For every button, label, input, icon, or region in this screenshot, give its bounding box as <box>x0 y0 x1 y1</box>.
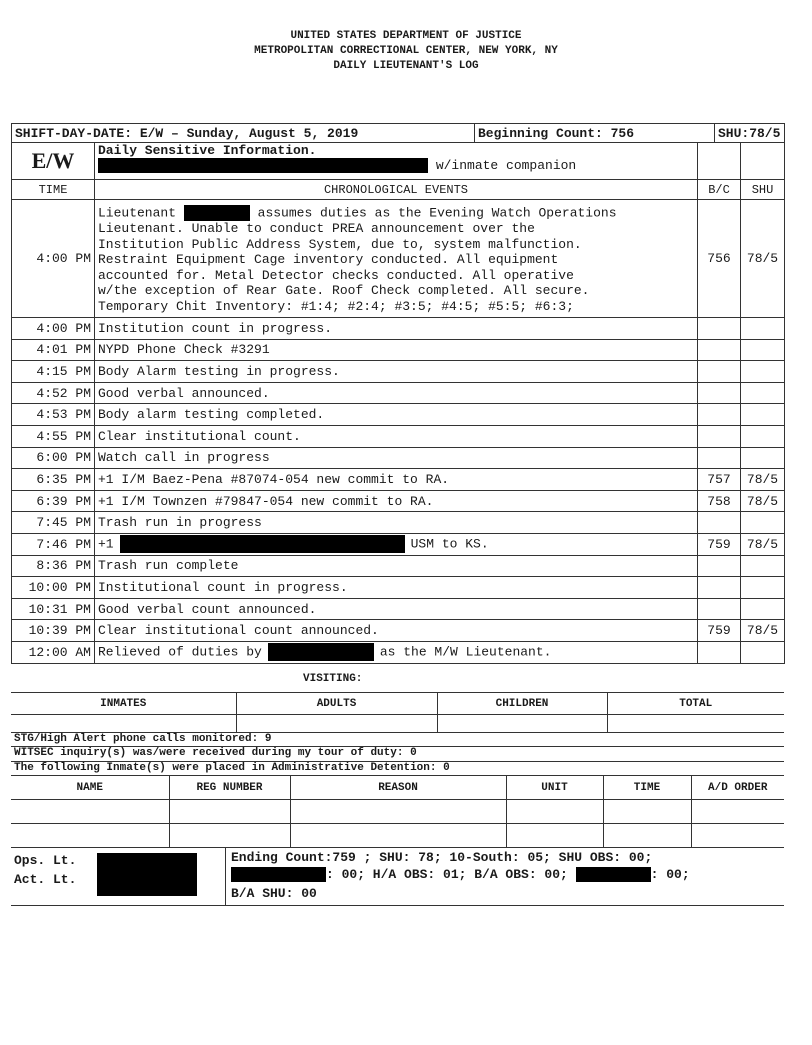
entry-shu <box>741 641 785 663</box>
ad-detention: The following Inmate(s) were placed in Administrative Detention: 0 <box>14 762 450 774</box>
entry-shu <box>741 447 785 469</box>
entry-time: 10:39 PM <box>12 620 95 642</box>
entry-time: 8:36 PM <box>12 555 95 577</box>
entry-shu <box>741 404 785 426</box>
entry-bc <box>698 447 741 469</box>
table-row <box>12 490 785 512</box>
companion-text: w/inmate companion <box>435 158 577 173</box>
entry-bc <box>698 318 741 340</box>
entry-event: Institutional count in progress. <box>95 577 698 599</box>
entry-bc <box>698 598 741 620</box>
entry-event: Trash run in progress <box>95 512 698 534</box>
entry-shu: 78/5 <box>741 490 785 512</box>
table-row <box>12 382 785 404</box>
redaction <box>97 853 197 896</box>
entry-shu <box>741 598 785 620</box>
ad-col-order: A/D ORDER <box>691 776 784 800</box>
sensitive-title: Daily Sensitive Information. <box>98 143 317 158</box>
watch-label: E/W <box>12 143 95 180</box>
entry-shu: 78/5 <box>741 469 785 491</box>
redaction <box>120 535 405 553</box>
entry-text: assumes duties as the Evening Watch Operations <box>257 205 617 221</box>
entry-bc <box>698 577 741 599</box>
footer-obs-end: : 00; <box>650 867 690 882</box>
entry-event: +1 I/M Townzen #79847-054 new commit to RA. <box>95 490 698 512</box>
col-time: TIME <box>12 180 95 200</box>
entry-time: 4:00 PM <box>12 200 95 318</box>
table-row <box>12 339 785 361</box>
log-table <box>11 142 785 664</box>
entry-text: accounted for. Metal Detector checks conducted. All operative <box>98 267 574 283</box>
ad-col-reason: REASON <box>290 776 506 800</box>
col-bc: B/C <box>698 180 741 200</box>
entry-event: Institution count in progress. <box>95 318 698 340</box>
entry-bc <box>698 404 741 426</box>
ad-col-name: NAME <box>11 776 169 800</box>
col-events: CHRONOLOGICAL EVENTS <box>95 180 698 200</box>
entry-time: 4:15 PM <box>12 361 95 383</box>
entry-time: 4:53 PM <box>12 404 95 426</box>
shift-day-date: SHIFT-DAY-DATE: E/W – Sunday, August 5, 2019 <box>12 124 475 143</box>
entry-event: Good verbal count announced. <box>95 598 698 620</box>
redaction <box>98 158 428 173</box>
entry-text: Lieutenant. Unable to conduct PREA announcement over the <box>98 221 535 236</box>
ad-col-time: TIME <box>603 776 691 800</box>
entry-event: Watch call in progress <box>95 447 698 469</box>
table-row <box>12 425 785 447</box>
redaction <box>268 643 374 661</box>
entry-time: 6:35 PM <box>12 469 95 491</box>
entry-shu <box>741 512 785 534</box>
footer-obs: : 00; H/A OBS: 01; B/A OBS: 00; <box>326 867 568 882</box>
entry-event: NYPD Phone Check #3291 <box>95 339 698 361</box>
entry-text: Institution Public Address System, due to, system malfunction. <box>98 236 582 252</box>
table-row <box>12 533 785 555</box>
entry-shu <box>741 555 785 577</box>
table-row <box>12 512 785 534</box>
entry-shu <box>741 382 785 404</box>
entry-event: +1 I/M Baez-Pena #87074-054 new commit to RA. <box>95 469 698 491</box>
entry-event <box>95 641 698 663</box>
stg-calls: STG/High Alert phone calls monitored: 9 <box>14 733 272 745</box>
ops-lt-label: Ops. Lt. <box>14 853 77 868</box>
ad-table <box>11 775 784 848</box>
table-row <box>12 641 785 663</box>
entry-text: Temporary Chit Inventory: #1:4; #2:4; #3:5; #4:5; #5:5; #6:3; <box>98 298 574 314</box>
redaction <box>576 867 651 882</box>
shu-count: SHU:78/5 <box>715 124 785 143</box>
entry-bc <box>698 512 741 534</box>
visiting-inmates: INMATES <box>11 693 236 715</box>
entry-text: Relieved of duties by <box>98 644 262 660</box>
visiting-adults: ADULTS <box>236 693 437 715</box>
entry-event: Good verbal announced. <box>95 382 698 404</box>
shift-table <box>11 123 785 143</box>
entry-shu <box>741 339 785 361</box>
visiting-children: CHILDREN <box>437 693 607 715</box>
table-row <box>12 577 785 599</box>
entry-bc <box>698 555 741 577</box>
entry-time: 7:46 PM <box>12 533 95 555</box>
visiting-title: VISITING: <box>303 673 363 685</box>
entry-shu <box>741 425 785 447</box>
ad-col-reg: REG NUMBER <box>169 776 290 800</box>
entry-event: Body Alarm testing in progress. <box>95 361 698 383</box>
entry-bc: 759 <box>698 620 741 642</box>
table-row <box>12 200 785 318</box>
entry-shu <box>741 577 785 599</box>
entry-bc: 759 <box>698 533 741 555</box>
entry-event: Clear institutional count announced. <box>95 620 698 642</box>
entry-time: 4:01 PM <box>12 339 95 361</box>
redaction <box>184 205 250 221</box>
visiting-table <box>11 692 784 733</box>
entry-event: Clear institutional count. <box>95 425 698 447</box>
ba-shu: B/A SHU: 00 <box>231 886 317 901</box>
entry-shu: 78/5 <box>741 620 785 642</box>
col-shu: SHU <box>741 180 785 200</box>
table-row <box>12 469 785 491</box>
entry-bc <box>698 382 741 404</box>
table-row <box>12 361 785 383</box>
header-line-3: DAILY LIEUTENANT'S LOG <box>333 60 479 72</box>
entry-time: 4:55 PM <box>12 425 95 447</box>
entry-text: Lieutenant <box>98 205 177 221</box>
entry-text: +1 <box>98 536 114 552</box>
entry-time: 6:39 PM <box>12 490 95 512</box>
entry-time: 4:00 PM <box>12 318 95 340</box>
visiting-total: TOTAL <box>607 693 784 715</box>
entry-bc <box>698 339 741 361</box>
entry-time: 6:00 PM <box>12 447 95 469</box>
entry-bc <box>698 361 741 383</box>
witsec-inquiry: WITSEC inquiry(s) was/were received during my tour of duty: 0 <box>14 747 417 759</box>
entry-time: 12:00 AM <box>12 641 95 663</box>
entry-shu <box>741 361 785 383</box>
entry-time: 10:00 PM <box>12 577 95 599</box>
entry-event <box>95 533 698 555</box>
header-line-1: UNITED STATES DEPARTMENT OF JUSTICE <box>290 30 522 42</box>
beginning-count: Beginning Count: 756 <box>475 124 715 143</box>
act-lt-label: Act. Lt. <box>14 872 77 887</box>
entry-shu: 78/5 <box>741 533 785 555</box>
entry-bc <box>698 425 741 447</box>
table-row <box>12 555 785 577</box>
entry-bc: 758 <box>698 490 741 512</box>
entry-bc <box>698 641 741 663</box>
entry-time: 4:52 PM <box>12 382 95 404</box>
table-row <box>12 620 785 642</box>
entry-event: Trash run complete <box>95 555 698 577</box>
entry-text: Restraint Equipment Cage inventory conducted. All equipment <box>98 252 559 267</box>
entry-text: USM to KS. <box>410 536 489 552</box>
table-row <box>12 318 785 340</box>
entry-time: 10:31 PM <box>12 598 95 620</box>
ad-col-unit: UNIT <box>506 776 603 800</box>
entry-text: w/the exception of Rear Gate. Roof Check completed. All secure. <box>98 283 590 298</box>
ending-count: Ending Count:759 ; SHU: 78; 10-South: 05; SHU OBS: 00; <box>231 850 653 865</box>
table-row <box>12 447 785 469</box>
header-line-2: METROPOLITAN CORRECTIONAL CENTER, NEW YORK, NY <box>254 45 558 57</box>
entry-shu: 78/5 <box>741 200 785 318</box>
entry-bc: 756 <box>698 200 741 318</box>
entry-event: Body alarm testing completed. <box>95 404 698 426</box>
entry-shu <box>741 318 785 340</box>
entry-bc: 757 <box>698 469 741 491</box>
table-row <box>12 598 785 620</box>
redaction <box>231 867 326 882</box>
entry-text: as the M/W Lieutenant. <box>379 644 552 660</box>
entry-time: 7:45 PM <box>12 512 95 534</box>
table-row <box>12 404 785 426</box>
